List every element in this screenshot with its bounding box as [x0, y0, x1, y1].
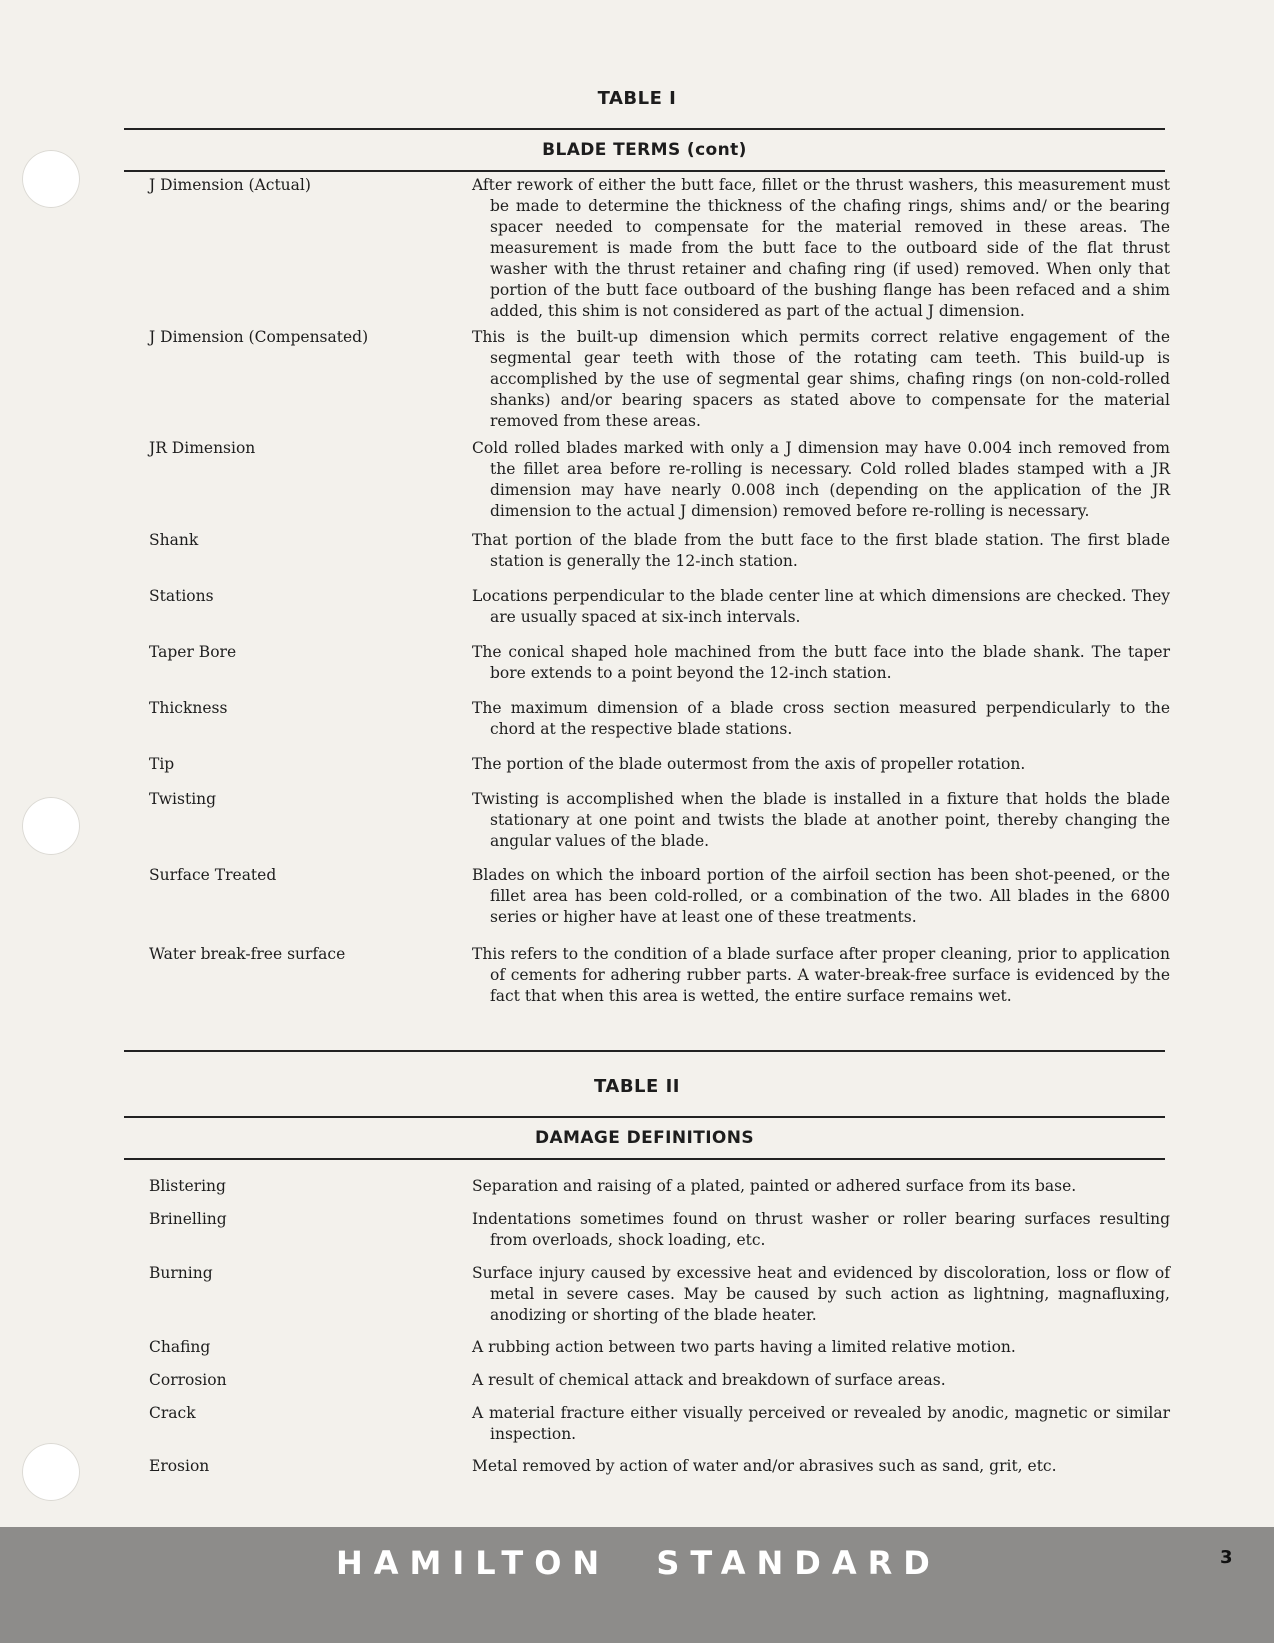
definition: A rubbing action between two parts having a limited relative motion. [472, 1338, 1016, 1356]
brand-name: HAMILTON STANDARD [336, 1544, 941, 1582]
table-row [0, 586, 1274, 642]
table-row [0, 642, 1274, 698]
table-row [0, 1337, 1274, 1370]
table-row [0, 1370, 1274, 1403]
table-row [0, 865, 1274, 944]
term: Twisting [149, 790, 217, 808]
table-row [0, 1176, 1274, 1209]
definition: A material fracture either visually perceived or revealed by anodic, magnetic or similar inspection. [472, 1404, 1170, 1443]
definition: Cold rolled blades marked with only a J dimension may have 0.004 inch removed from the fillet area before re-rolling is necessary. Cold rolled blades stamped with a JR dimension may have nearly 0.008 inch (depending on the application of the JR dimension to the actual J dimension) removed before re-rolling is necessary. [472, 439, 1170, 520]
definition: Separation and raising of a plated, painted or adhered surface from its base. [472, 1177, 1077, 1195]
term: Stations [149, 587, 214, 605]
table-row [0, 944, 1274, 1014]
term: JR Dimension [149, 439, 256, 457]
table-row [0, 754, 1274, 789]
definition: Blades on which the inboard portion of the airfoil section has been shot-peened, or the fillet area has been cold-rolled, or a combination of the two. All blades in the 6800 series or higher have at least one of these treatments. [472, 866, 1170, 926]
definition: Twisting is accomplished when the blade is installed in a fixture that holds the blade stationary at one point and twists the blade at another point, thereby changing the angular values of the blade. [472, 790, 1170, 850]
table-row [0, 1456, 1274, 1486]
table-2-header: DAMAGE DEFINITIONS [124, 1116, 1165, 1160]
term: J Dimension (Compensated) [149, 328, 369, 346]
table-1-title: TABLE I [597, 88, 677, 109]
table-row [0, 1403, 1274, 1456]
term: Brinelling [149, 1210, 227, 1228]
term: J Dimension (Actual) [149, 176, 311, 194]
term: Tip [149, 755, 175, 773]
definition: That portion of the blade from the butt face to the first blade station. The first blade station is generally the 12-inch station. [472, 531, 1170, 570]
definition: The maximum dimension of a blade cross section measured perpendicularly to the chord at the respective blade stations. [472, 699, 1170, 738]
definition: This is the built-up dimension which permits correct relative engagement of the segmental gear teeth with those of the rotating cam teeth. This build-up is accomplished by the use of segmental gear shims, chafing rings (on non-cold-rolled shanks) and/or bearing spacers as stated above to compensate for the material removed from these areas. [472, 328, 1170, 430]
term: Surface Treated [149, 866, 277, 884]
table-row [0, 1263, 1274, 1337]
table-2-rows [0, 1176, 1274, 1486]
table-1-bottom-rule [124, 1050, 1165, 1052]
term: Taper Bore [149, 643, 237, 661]
table-row [0, 789, 1274, 865]
term: Water break-free surface [149, 945, 346, 963]
definition: After rework of either the butt face, fillet or the thrust washers, this measurement must be made to determine the thickness of the chafing rings, shims and/ or the bearing spacer needed to compensate for the material removed in these areas. The measurement is made from the butt face to the outboard side of the flat thrust washer with the thrust retainer and chafing ring (if used) removed. When only that portion of the butt face outboard of the bushing flange has been refaced and a shim added, this shim is not considered as part of the actual J dimension. [472, 176, 1170, 320]
term: Crack [149, 1404, 196, 1422]
definition: Surface injury caused by excessive heat and evidenced by discoloration, loss or flow of metal in severe cases. May be caused by such action as lightning, magnafluxing, anodizing or shorting of the blade heater. [472, 1264, 1170, 1324]
term: Erosion [149, 1457, 210, 1475]
term: Shank [149, 531, 199, 549]
table-1-header: BLADE TERMS (cont) [124, 128, 1165, 172]
term: Burning [149, 1264, 213, 1282]
table-row [0, 698, 1274, 754]
term: Blistering [149, 1177, 226, 1195]
table-row [0, 327, 1274, 438]
table-row [0, 175, 1274, 327]
definition: The portion of the blade outermost from the axis of propeller rotation. [472, 755, 1026, 773]
term: Thickness [149, 699, 228, 717]
definition: This refers to the condition of a blade surface after proper cleaning, prior to application of cements for adhering rubber parts. A water-break-free surface is evidenced by the fact that when this area is wetted, the entire surface remains wet. [472, 945, 1170, 1005]
table-row [0, 1209, 1274, 1263]
term: Chafing [149, 1338, 211, 1356]
definition: A result of chemical attack and breakdown of surface areas. [472, 1371, 946, 1389]
definition: Indentations sometimes found on thrust washer or roller bearing surfaces resulting from overloads, shock loading, etc. [472, 1210, 1170, 1249]
definition: Locations perpendicular to the blade center line at which dimensions are checked. They are usually spaced at six-inch intervals. [472, 587, 1170, 626]
definition: The conical shaped hole machined from the butt face into the blade shank. The taper bore extends to a point beyond the 12-inch station. [472, 643, 1170, 682]
page-number: 3 [1220, 1547, 1233, 1568]
term: Corrosion [149, 1371, 227, 1389]
table-row [0, 438, 1274, 530]
table-1-rows [0, 175, 1274, 1014]
table-2-title: TABLE II [594, 1076, 680, 1097]
table-row [0, 530, 1274, 586]
definition: Metal removed by action of water and/or abrasives such as sand, grit, etc. [472, 1457, 1057, 1475]
